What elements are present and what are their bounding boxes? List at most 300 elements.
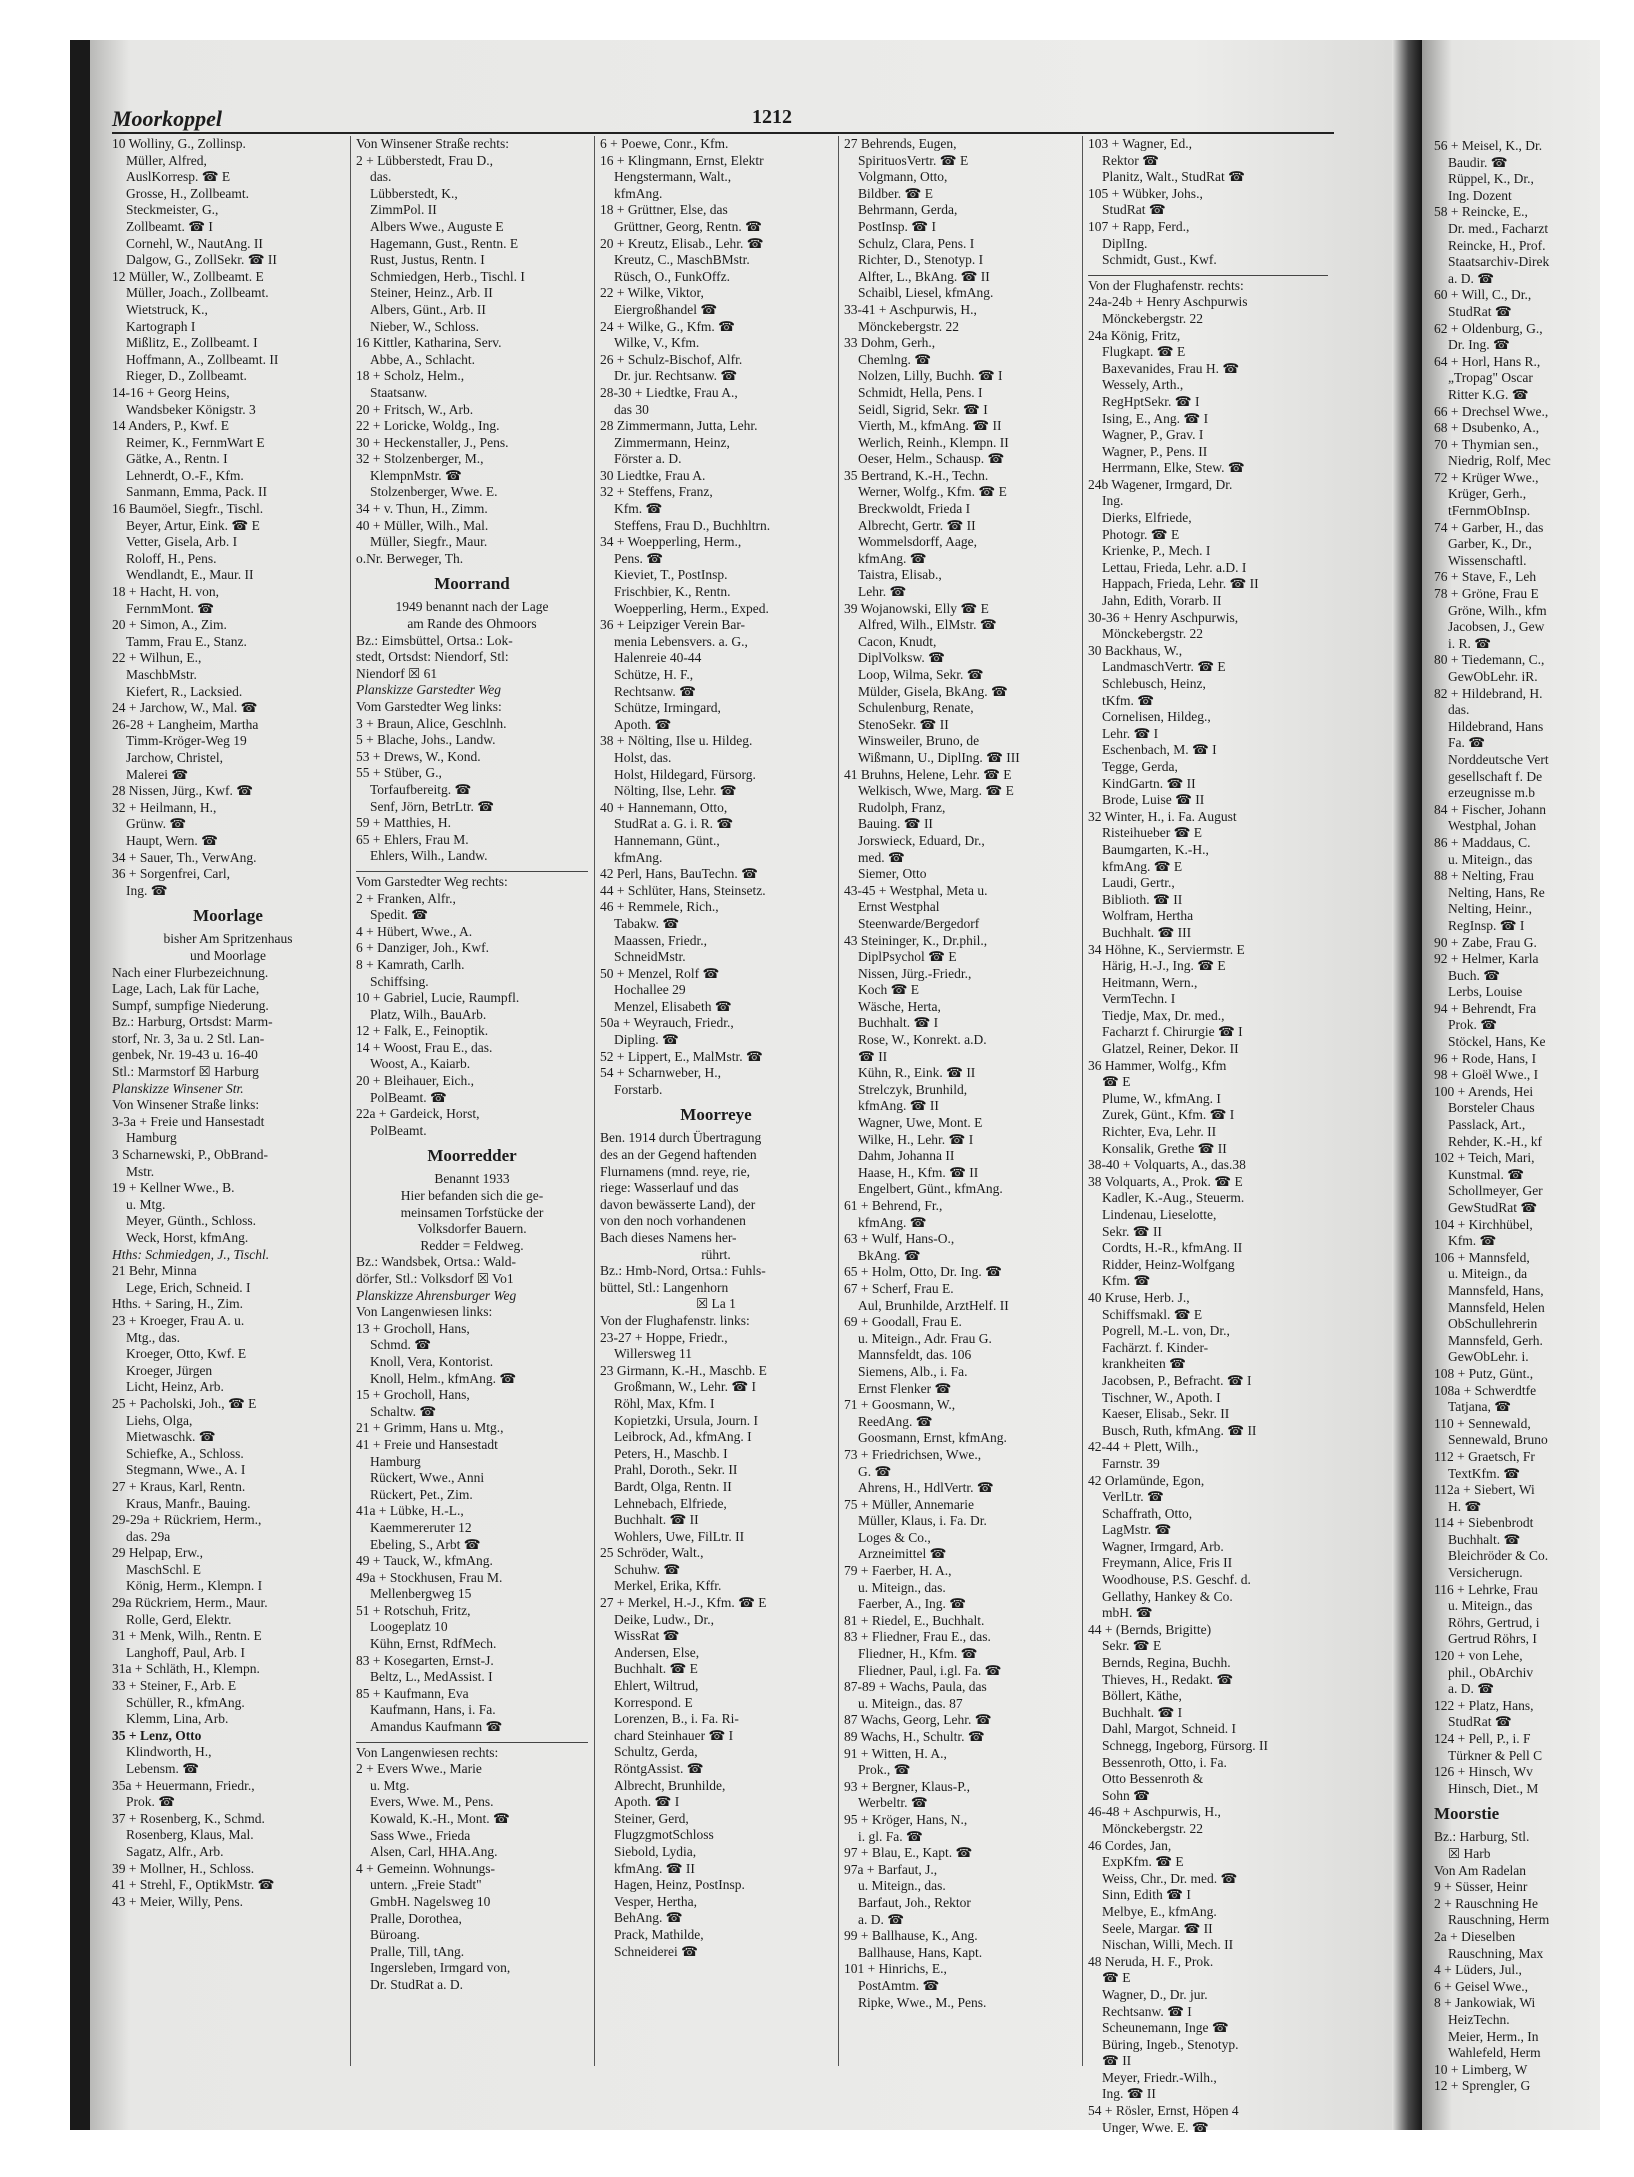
directory-entry: 58 + Reincke, E.,: [1434, 204, 1528, 220]
directory-entry: Apoth. ☎ I: [614, 1794, 680, 1810]
directory-entry: Sass Wwe., Frieda: [370, 1827, 471, 1843]
next-page-edge: [1422, 40, 1600, 2130]
directory-entry: Hths. + Saring, H., Zim.: [112, 1296, 243, 1312]
directory-entry: Rolle, Gerd, Elektr.: [126, 1611, 232, 1627]
directory-entry: Sohn ☎: [1102, 1787, 1150, 1803]
directory-entry: 40 Kruse, Herb. J.,: [1088, 1289, 1190, 1305]
directory-entry: 15 + Grocholl, Hans,: [356, 1387, 470, 1403]
directory-entry: 41a + Lübke, H.-L.,: [356, 1503, 464, 1519]
directory-entry: Otto Bessenroth &: [1102, 1771, 1204, 1787]
directory-entry: 41 + Freie und Hansestadt: [356, 1436, 498, 1452]
directory-entry: 42 Perl, Hans, BauTechn. ☎: [600, 866, 758, 882]
directory-entry: Vom Garstedter Weg rechts:: [356, 871, 588, 891]
directory-entry: 106 + Mannsfeld,: [1434, 1249, 1530, 1265]
directory-entry: 34 + v. Thun, H., Zimm.: [356, 501, 488, 517]
directory-entry: Zimmermann, Heinz,: [614, 434, 730, 450]
directory-entry: Maassen, Friedr.,: [614, 932, 707, 948]
directory-entry: 28-30 + Liedtke, Frau A.,: [600, 384, 738, 400]
directory-entry: 2 + Evers Wwe., Marie: [356, 1761, 482, 1777]
directory-entry: 44 + Schlüter, Hans, Steinsetz.: [600, 882, 766, 898]
directory-entry: Ing. ☎ II: [1102, 2086, 1156, 2102]
directory-entry: Cornelisen, Hildeg.,: [1102, 709, 1211, 725]
directory-entry: Schiffsing.: [370, 973, 429, 989]
directory-entry: 22 + Loricke, Woldg., Ing.: [356, 418, 500, 434]
directory-entry: FlugzgmotSchloss: [614, 1827, 714, 1843]
directory-entry: Ritter K.G. ☎: [1448, 386, 1529, 402]
directory-entry: Hannemann, Günt.,: [614, 832, 720, 848]
directory-entry: Deike, Ludw., Dr.,: [614, 1611, 714, 1627]
directory-entry: Ing.: [1102, 493, 1124, 509]
directory-entry: Kopietzki, Ursula, Journ. I: [614, 1412, 758, 1428]
directory-entry: o.Nr. Berweger, Th.: [356, 550, 464, 566]
directory-entry: Jarchow, Christel,: [126, 749, 223, 765]
directory-entry: Lebensm. ☎: [126, 1761, 200, 1776]
directory-entry: Bleichröder & Co.: [1448, 1548, 1549, 1564]
directory-entry: Kaufmann, Hans, i. Fa.: [370, 1702, 496, 1718]
directory-entry: Torfaufbereitg. ☎: [370, 781, 472, 797]
directory-entry: Vierth, M., kfmAng. ☎ II: [858, 418, 1002, 434]
directory-entry: Sanmann, Emma, Pack. II: [126, 484, 267, 500]
directory-entry: Pogrell, M.-L. von, Dr.,: [1102, 1323, 1230, 1339]
directory-entry: 46-48 + Aschpurwis, H.,: [1088, 1804, 1221, 1820]
directory-entry: Weck, Horst, kfmAng.: [126, 1230, 249, 1245]
directory-entry: Von Langenwiesen links:: [356, 1304, 493, 1320]
street-heading: Moorstie: [1434, 1804, 1500, 1824]
directory-entry: Steckmeister, G.,: [126, 202, 219, 218]
directory-entry: tKfm. ☎: [1102, 692, 1155, 708]
directory-entry: VermTechn. I: [1102, 991, 1176, 1007]
directory-entry: 26 + Schulz-Bischof, Alfr.: [600, 351, 743, 367]
directory-entry: Cordts, H.-R., kfmAng. II: [1102, 1240, 1243, 1256]
directory-entry: PostInsp. ☎ I: [858, 218, 936, 234]
directory-entry: Ing. Dozent: [1448, 187, 1512, 203]
directory-entry: genbek, Nr. 19-43 u. 16-40: [112, 1047, 258, 1063]
directory-entry: Wagner, Uwe, Mont. E: [858, 1115, 983, 1131]
directory-entry: Krüger, Gerh.,: [1448, 486, 1527, 502]
directory-entry: von den noch vorhandenen: [600, 1213, 746, 1229]
directory-entry: menia Lebensvers. a. G.,: [614, 633, 748, 649]
directory-entry: Buchhalt. ☎ III: [1102, 924, 1192, 940]
directory-entry: Chemlng. ☎: [858, 351, 932, 367]
directory-entry: Lehnebach, Elfriede,: [614, 1495, 727, 1511]
directory-entry: Nolzen, Lilly, Buchh. ☎ I: [858, 368, 1003, 384]
directory-entry: 13 + Grocholl, Hans,: [356, 1320, 470, 1336]
directory-entry: 29a Rückriem, Herm., Maur.: [112, 1595, 268, 1611]
directory-entry: Ballhause, Hans, Kapt.: [858, 1944, 983, 1960]
directory-entry: Tegge, Gerda,: [1102, 758, 1178, 774]
directory-entry: Kaemmereruter 12: [370, 1519, 472, 1535]
directory-entry: Von der Flughafenstr. links:: [600, 1312, 750, 1328]
directory-entry: 63 + Wulf, Hans-O.,: [844, 1231, 955, 1247]
directory-entry: 10 + Gabriel, Lucie, Raumpfl.: [356, 990, 520, 1006]
directory-entry: Glatzel, Reiner, Dekor. II: [1102, 1041, 1239, 1057]
directory-entry: Sekr. ☎ II: [1102, 1223, 1162, 1239]
directory-entry: Dalgow, G., ZollSekr. ☎ II: [126, 252, 277, 268]
directory-entry: Versicherugn.: [1448, 1565, 1523, 1581]
directory-entry: Pens. ☎: [614, 550, 664, 566]
column-divider: [838, 136, 839, 2066]
directory-entry: LandmaschVertr. ☎ E: [1102, 659, 1226, 675]
directory-entry: ☎ E: [1102, 1074, 1131, 1090]
directory-entry: Lerbs, Louise: [1448, 984, 1523, 1000]
directory-entry: kfmAng. ☎ II: [858, 1098, 939, 1114]
street-heading: Moorreye: [680, 1105, 752, 1125]
directory-entry: Tabakw. ☎: [614, 915, 680, 931]
directory-entry: Mannsfeld, Hans,: [1448, 1282, 1544, 1298]
directory-entry: krankheiten ☎: [1102, 1356, 1186, 1372]
directory-entry: Gätke, A., Rentn. I: [126, 451, 228, 467]
directory-entry: Wagner, Irmgard, Arb.: [1102, 1538, 1224, 1554]
directory-entry: H. ☎: [1448, 1498, 1482, 1514]
directory-entry: 32 Winter, H., i. Fa. August: [1088, 808, 1237, 824]
directory-entry: Von Langenwiesen rechts:: [356, 1742, 588, 1762]
directory-entry: 4 + Hübert, Wwe., A.: [356, 923, 473, 939]
directory-entry: Rosenberg, Klaus, Mal.: [126, 1827, 254, 1843]
directory-entry: Nelting, Heinr.,: [1448, 901, 1532, 917]
section-title: Moorkoppel: [112, 106, 222, 131]
directory-entry: Bildber. ☎ E: [858, 185, 933, 201]
directory-entry: Schaltw. ☎: [370, 1403, 437, 1419]
directory-entry: Schneiderei ☎: [614, 1943, 698, 1959]
directory-entry: Photogr. ☎ E: [1102, 526, 1180, 542]
directory-entry: Sekr. ☎ E: [1102, 1638, 1162, 1654]
directory-entry: Förster a. D.: [614, 451, 682, 467]
directory-entry: 16 Kittler, Katharina, Serv.: [356, 335, 502, 351]
directory-entry: 33-41 + Aschpurwis, H.,: [844, 301, 977, 317]
directory-entry: Kraus, Manfr., Bauing.: [126, 1495, 251, 1511]
directory-entry: Flurnamens (mnd. reye, rie,: [600, 1163, 750, 1179]
directory-entry: Nelting, Hans, Re: [1448, 884, 1545, 900]
directory-entry: ObSchullehrerin: [1448, 1316, 1538, 1332]
directory-entry: kfmAng. ☎ II: [614, 1860, 695, 1876]
page-header: [112, 106, 1334, 134]
directory-entry: Wietstruck, K.,: [126, 301, 208, 317]
directory-entry: Platz, Wilh., BauArb.: [370, 1006, 487, 1022]
directory-entry: 33 Dohm, Gerh.,: [844, 335, 936, 351]
directory-entry: Kunstmal. ☎: [1448, 1166, 1525, 1182]
directory-entry: Knoll, Helm., kfmAng. ☎: [370, 1370, 517, 1386]
directory-entry: Strelczyk, Brunhild,: [858, 1081, 968, 1097]
directory-entry: Nach einer Flurbezeichnung.: [112, 964, 269, 980]
directory-entry: 31a + Schläth, H., Klempn.: [112, 1661, 260, 1677]
directory-entry: 39 + Mollner, H., Schloss.: [112, 1860, 255, 1876]
directory-entry: Klindworth, H.,: [126, 1744, 212, 1760]
directory-entry: Lettau, Frieda, Lehr. a.D. I: [1102, 559, 1247, 575]
directory-entry: FernmMont. ☎: [126, 600, 215, 616]
directory-entry: 59 + Matthies, H.: [356, 815, 451, 831]
directory-entry: 54 + Scharnweber, H.,: [600, 1065, 722, 1081]
directory-entry: bisher Am Spritzenhaus: [163, 931, 293, 947]
directory-entry: Schultz, Gerda,: [614, 1744, 698, 1760]
directory-entry: Wilke, V., Kfm.: [614, 335, 700, 351]
directory-entry: Kieviet, T., PostInsp.: [614, 567, 728, 583]
directory-entry: Frischbier, K., Rentn.: [614, 584, 731, 600]
directory-entry: Niedrig, Rolf, Mec: [1448, 453, 1551, 469]
directory-entry: Norddeutsche Vert: [1448, 751, 1549, 767]
directory-entry: gesellschaft f. De: [1448, 768, 1543, 784]
directory-entry: Grüttner, Georg, Rentn. ☎: [614, 218, 762, 234]
directory-entry: 126 + Hinsch, Wv: [1434, 1764, 1533, 1780]
directory-entry: 110 + Sennewald,: [1434, 1415, 1531, 1431]
directory-entry: Ehlers, Wilh., Landw.: [370, 848, 488, 864]
directory-entry: 36 Hammer, Wolfg., Kfm: [1088, 1057, 1227, 1073]
directory-entry: 97a + Barfaut, J.,: [844, 1861, 938, 1877]
directory-entry: Hengstermann, Walt.,: [614, 169, 732, 185]
directory-entry: Müller, Alfred,: [126, 152, 207, 168]
directory-entry: 10 + Limberg, W: [1434, 2061, 1528, 2077]
directory-entry: Dr. Ing. ☎: [1448, 337, 1510, 353]
directory-entry: Steiner, Heinz., Arb. II: [370, 285, 493, 301]
directory-entry: Mißlitz, E., Zollbeamt. I: [126, 335, 258, 351]
directory-entry: BkAng. ☎: [858, 1247, 921, 1263]
directory-entry: 26-28 + Langheim, Martha: [112, 716, 259, 732]
directory-entry: 65 + Ehlers, Frau M.: [356, 831, 469, 847]
directory-entry: 23 + Kroeger, Frau A. u.: [112, 1312, 245, 1328]
directory-entry: 89 Wachs, H., Schultr. ☎: [844, 1729, 985, 1744]
directory-entry: Fliedner, H., Kfm. ☎: [858, 1646, 978, 1662]
directory-entry: Ing. ☎: [126, 882, 168, 898]
directory-entry: Rose, W., Konrekt. a.D.: [858, 1032, 987, 1048]
directory-entry: 54 + Rösler, Ernst, Höpen 4: [1088, 2103, 1239, 2119]
directory-entry: 112 + Graetsch, Fr: [1434, 1448, 1535, 1464]
directory-entry: Schmidt, Gust., Kwf.: [1102, 252, 1217, 268]
directory-entry: Mannsfeld, Gerh.: [1448, 1332, 1543, 1348]
directory-entry: 3 + Braun, Alice, Geschlnh.: [356, 715, 507, 731]
directory-entry: Redder = Feldweg.: [420, 1237, 524, 1253]
directory-entry: 36 + Leipziger Verein Bar-: [600, 617, 746, 633]
directory-entry: 16 Baumöel, Siegfr., Tischl.: [112, 501, 264, 517]
directory-entry: 74 + Garber, H., das: [1434, 519, 1544, 535]
directory-entry: 85 + Kaufmann, Eva: [356, 1685, 469, 1701]
directory-entry: Kühn, Ernst, RdfMech.: [370, 1636, 497, 1652]
directory-entry: Lege, Erich, Schneid. I: [126, 1279, 251, 1295]
directory-entry: Ehlert, Wiltrud,: [614, 1678, 699, 1694]
directory-entry: Melbye, E., kfmAng.: [1102, 1903, 1217, 1919]
directory-entry: riege: Wasserlauf und das: [600, 1180, 739, 1196]
directory-entry: 24a-24b + Henry Aschpurwis: [1088, 294, 1248, 310]
directory-entry: Dierks, Elfriede,: [1102, 510, 1192, 526]
directory-entry: 20 + Kreutz, Elisab., Lehr. ☎: [600, 235, 764, 251]
directory-entry: 3 Scharnewski, P., ObBrand-: [112, 1147, 268, 1163]
directory-entry: 34 Höhne, K., Serviermstr. E: [1088, 941, 1245, 957]
directory-entry: PolBeamt. ☎: [370, 1089, 447, 1105]
directory-entry: erzeugnisse m.b: [1448, 785, 1535, 801]
directory-entry: 50 + Menzel, Rolf ☎: [600, 965, 720, 981]
directory-entry: Dr. jur. Rechtsanw. ☎: [614, 368, 738, 384]
directory-entry: Garber, K., Dr.,: [1448, 536, 1532, 552]
directory-entry: 91 + Witten, H. A.,: [844, 1745, 947, 1761]
directory-entry: Loop, Wilma, Sekr. ☎: [858, 667, 984, 682]
directory-entry: Hinsch, Diet., M: [1448, 1780, 1539, 1796]
directory-entry: Planskizze Ahrensburger Weg: [356, 1287, 517, 1303]
directory-entry: Bach dieses Namens her-: [600, 1230, 737, 1245]
directory-entry: Werlich, Reinh., Klempn. II: [858, 434, 1009, 450]
directory-entry: i. gl. Fa. ☎: [858, 1828, 923, 1844]
directory-entry: Wilke, H., Lehr. ☎ I: [858, 1131, 974, 1147]
directory-entry: Buchhalt. ☎ I: [1102, 1704, 1183, 1720]
directory-entry: 20 + Bleihauer, Eich.,: [356, 1073, 475, 1089]
directory-entry: Leibrock, Ad., kfmAng. I: [614, 1429, 752, 1445]
directory-entry: Behrmann, Gerda,: [858, 202, 958, 218]
directory-entry: 12 + Sprengler, G: [1434, 2078, 1531, 2094]
directory-entry: Rauschning, Max: [1448, 1945, 1544, 1961]
directory-entry: 68 + Dsubenko, A.,: [1434, 420, 1540, 436]
directory-entry: Schmd. ☎: [370, 1337, 432, 1353]
directory-entry: SchneidMstr.: [614, 949, 686, 965]
directory-entry: Albers Wwe., Auguste E: [370, 218, 504, 234]
directory-entry: Tiedje, Max, Dr. med.,: [1102, 1007, 1225, 1023]
directory-entry: Wäsche, Herta,: [858, 998, 941, 1014]
directory-entry: 122 + Platz, Hans,: [1434, 1697, 1534, 1713]
directory-entry: Richter, D., Stenotyp. I: [858, 252, 984, 268]
directory-entry: med. ☎: [858, 849, 905, 865]
directory-entry: Büring, Ingeb., Stenotyp.: [1102, 2036, 1239, 2052]
directory-entry: 2 + Rauschning He: [1434, 1895, 1538, 1911]
directory-entry: Herrmann, Elke, Stew. ☎: [1102, 460, 1245, 476]
directory-entry: Baudir. ☎: [1448, 154, 1508, 170]
directory-entry: Forstarb.: [614, 1081, 663, 1097]
directory-entry: WissRat ☎: [614, 1628, 680, 1644]
directory-entry: Mönckebergstr. 22: [1102, 1820, 1203, 1836]
directory-entry: Facharzt f. Chirurgie ☎ I: [1102, 1024, 1243, 1040]
directory-entry: Schiefke, A., Schloss.: [126, 1445, 244, 1461]
directory-entry: a. D. ☎: [858, 1911, 905, 1927]
directory-entry: Buch. ☎: [1448, 967, 1501, 983]
directory-entry: büttel, Stl.: Langenhorn: [600, 1279, 729, 1295]
directory-entry: 6 + Danziger, Joh., Kwf.: [356, 940, 490, 956]
directory-entry: ReedAng. ☎: [858, 1413, 933, 1429]
directory-entry: 38 Volquarts, A., Prok. ☎ E: [1088, 1173, 1243, 1189]
directory-entry: Türkner & Pell C: [1448, 1747, 1543, 1763]
directory-entry: 30-36 + Henry Aschpurwis,: [1088, 609, 1239, 625]
directory-entry: Ernst Westphal: [858, 899, 940, 915]
directory-entry: Bz.: Wandsbek, Ortsa.: Wald-: [356, 1254, 517, 1270]
directory-entry: Kfm. ☎: [1448, 1233, 1497, 1249]
directory-entry: 18 + Hacht, H. von,: [112, 584, 219, 600]
directory-entry: ☒ Harb: [1448, 1845, 1491, 1861]
directory-entry: MaschbMstr.: [126, 667, 197, 682]
directory-entry: Beyer, Artur, Eink. ☎ E: [126, 517, 260, 533]
directory-entry: Wißmann, U., DiplIng. ☎ III: [858, 749, 1020, 765]
directory-entry: Nieber, W., Schloss.: [370, 318, 479, 334]
directory-entry: Barfaut, Joh., Rektor: [858, 1894, 971, 1910]
directory-entry: 20 + Fritsch, W., Arb.: [356, 401, 474, 417]
directory-entry: ExpKfm. ☎ E: [1102, 1854, 1184, 1870]
directory-entry: Rückert, Pet., Zim.: [370, 1486, 473, 1502]
directory-entry: ☎ E: [1102, 1970, 1131, 1986]
directory-entry: Alsen, Carl, HHA.Ang.: [370, 1844, 498, 1860]
directory-entry: rührt.: [701, 1246, 731, 1262]
directory-entry: 83 + Fliedner, Frau E., das.: [844, 1629, 991, 1645]
directory-entry: Goosmann, Ernst, kfmAng.: [858, 1430, 1007, 1446]
directory-entry: Buchhalt. ☎: [1448, 1531, 1521, 1547]
directory-entry: Sumpf, sumpfige Niederung.: [112, 997, 269, 1013]
directory-entry: 84 + Fischer, Johann: [1434, 801, 1547, 817]
directory-entry: Prok., ☎: [858, 1762, 911, 1778]
directory-entry: Von der Flughafenstr. rechts:: [1088, 275, 1328, 295]
directory-entry: 124 + Pell, P., i. F: [1434, 1731, 1531, 1746]
directory-entry: Hagemann, Gust., Rentn. E: [370, 235, 519, 251]
directory-entry: mbH. ☎: [1102, 1605, 1153, 1621]
directory-entry: Wagner, P., Pens. II: [1102, 443, 1208, 459]
directory-entry: 120 + von Lehe,: [1434, 1648, 1523, 1664]
directory-entry: Buchhalt. ☎ I: [858, 1015, 939, 1031]
directory-entry: und Moorlage: [189, 947, 267, 963]
directory-entry: Ripke, Wwe., M., Pens.: [858, 1994, 987, 2010]
directory-entry: BehAng. ☎: [614, 1910, 683, 1926]
directory-entry: GewObLehr. i.: [1448, 1349, 1529, 1365]
directory-entry: 23-27 + Hoppe, Friedr.,: [600, 1329, 728, 1345]
directory-entry: 14-16 + Georg Heins,: [112, 384, 230, 400]
directory-entry: 49 + Tauck, W., kfmAng.: [356, 1553, 493, 1569]
directory-entry: 30 Liedtke, Frau A.: [600, 467, 706, 483]
directory-entry: Sennewald, Bruno: [1448, 1432, 1548, 1448]
directory-entry: StudRat a. G. i. R. ☎: [614, 816, 734, 832]
directory-entry: 42 Orlamünde, Egon,: [1088, 1472, 1205, 1488]
directory-entry: Von Am Radelan: [1434, 1862, 1526, 1878]
directory-entry: Rückert, Wwe., Anni: [370, 1470, 485, 1486]
directory-entry: 33 + Steiner, F., Arb. E: [112, 1678, 237, 1694]
directory-entry: Halenreie 40-44: [614, 650, 702, 666]
directory-entry: Kaeser, Elisab., Sekr. II: [1102, 1406, 1230, 1422]
directory-entry: Mönckebergstr. 22: [1102, 626, 1203, 642]
directory-entry: Cacon, Knudt,: [858, 633, 937, 649]
directory-entry: tFernmObInsp.: [1448, 503, 1531, 519]
directory-entry: Nischan, Willi, Mech. II: [1102, 1937, 1234, 1953]
directory-entry: Schaffrath, Otto,: [1102, 1505, 1193, 1521]
directory-entry: 46 + Remmele, Rich.,: [600, 899, 719, 915]
directory-entry: Schmidt, Hella, Pens. I: [858, 384, 983, 400]
directory-entry: Loges & Co.,: [858, 1529, 931, 1545]
directory-entry: TextKfm. ☎: [1448, 1465, 1521, 1481]
directory-entry: Biblioth. ☎ II: [1102, 891, 1183, 907]
directory-entry: Niendorf ☒ 61: [356, 665, 438, 681]
directory-entry: Mönckebergstr. 22: [858, 318, 959, 334]
directory-entry: Nölting, Ilse, Lehr. ☎: [614, 783, 737, 799]
directory-entry: Dr. StudRat a. D.: [370, 1976, 463, 1992]
directory-entry: Reincke, H., Prof.: [1448, 237, 1546, 253]
directory-entry: Ahrens, H., HdlVertr. ☎: [858, 1480, 994, 1496]
directory-entry: Fachärzt. f. Kinder-: [1102, 1339, 1209, 1355]
directory-entry: 2a + Dieselben: [1434, 1928, 1516, 1944]
directory-entry: Mannsfeld, Helen: [1448, 1299, 1545, 1315]
directory-entry: Volgmann, Otto,: [858, 169, 948, 185]
directory-entry: das. 29a: [126, 1528, 171, 1544]
directory-entry: Ridder, Heinz-Wolfgang: [1102, 1256, 1235, 1272]
directory-entry: Bz.: Hmb-Nord, Ortsa.: Fuhls-: [600, 1263, 766, 1279]
directory-entry: kfmAng.: [614, 185, 663, 201]
directory-entry: Jahn, Edith, Vorarb. II: [1102, 593, 1222, 609]
directory-entry: Liehs, Olga,: [126, 1412, 193, 1428]
directory-entry: Tatjana, ☎: [1448, 1399, 1512, 1415]
directory-entry: Happach, Frieda, Lehr. ☎ II: [1102, 576, 1259, 592]
directory-entry: Dahm, Johanna II: [858, 1148, 955, 1164]
directory-entry: Reimer, K., FernmWart E: [126, 434, 265, 450]
directory-entry: ☎ II: [858, 1048, 888, 1064]
directory-entry: Dr. med., Facharzt: [1448, 220, 1549, 236]
directory-entry: Wagner, D., Dr. jur.: [1102, 1986, 1208, 2002]
directory-entry: Engelbert, Günt., kfmAng.: [858, 1181, 1003, 1197]
directory-entry: MaschSchl. E: [126, 1561, 201, 1577]
directory-entry: PostAmtm. ☎: [858, 1977, 940, 1993]
street-heading: Moorlage: [193, 906, 263, 926]
directory-entry: Böllert, Käthe,: [1102, 1688, 1182, 1704]
directory-entry: 6 + Poewe, Conr., Kfm.: [600, 136, 729, 151]
directory-entry: 101 + Hinrichs, E.,: [844, 1961, 947, 1977]
directory-entry: 51 + Rotschuh, Fritz,: [356, 1602, 471, 1618]
directory-entry: Büroang.: [370, 1927, 420, 1943]
directory-entry: Stegmann, Wwe., A. I: [126, 1462, 246, 1478]
